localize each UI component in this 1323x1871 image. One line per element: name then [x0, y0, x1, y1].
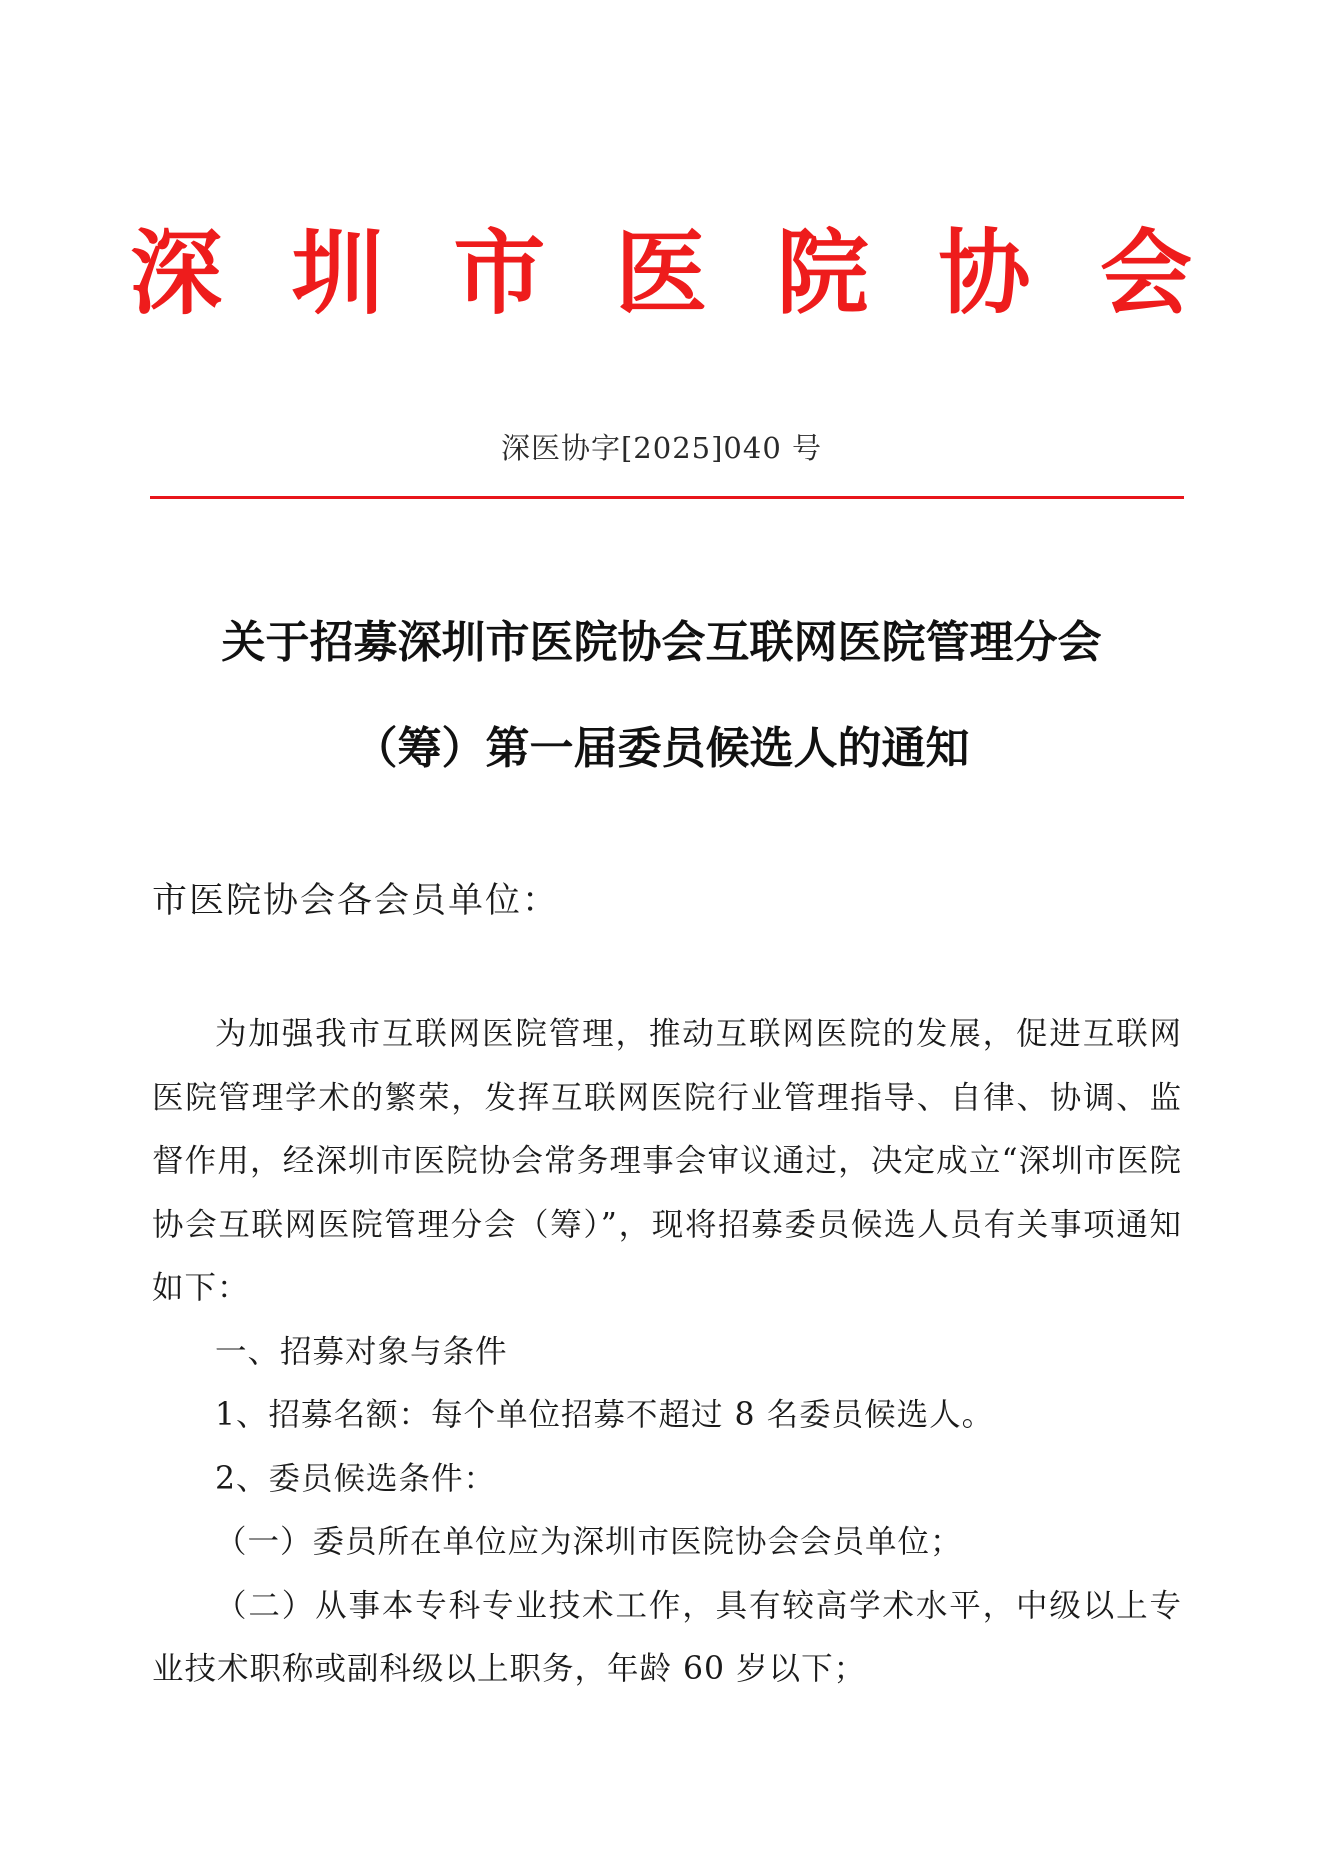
notice-title-line-1: 关于招募深圳市医院协会互联网医院管理分会	[221, 617, 1102, 668]
candidate-conditions-item: 2、委员候选条件：	[215, 1460, 497, 1497]
salutation: 市医院协会各会员单位：	[152, 881, 560, 921]
section-heading-recruitment: 一、招募对象与条件	[215, 1333, 508, 1370]
recruitment-quota-item: 1、招募名额：每个单位招募不超过 8 名委员候选人。	[215, 1397, 995, 1433]
letterhead-title: 深圳市医院协会	[130, 220, 1192, 327]
document-number: 深医协字[2025]040 号	[500, 431, 822, 465]
notice-title-line-2: （筹）第一届委员候选人的通知	[353, 723, 970, 774]
red-divider-line	[150, 496, 1184, 499]
condition-qualification: （二）从事本专科专业技术工作，具有较高学术水平，中级以上专业技术职称或副科级以上职务，年龄 60 岁以下；	[152, 1587, 1182, 1687]
intro-paragraph: 为加强我市互联网医院管理，推动互联网医院的发展，促进互联网医院管理学术的繁荣，发挥互联网医院行业管理指导、自律、协调、监督作用，经深圳市医院协会常务理事会审议通过，决定成立“深圳市医院协会互联网医院管理分会（筹）”，现将招募委员候选人员有关事项通知如下：	[152, 1016, 1182, 1306]
notice-body	[152, 1003, 1182, 1702]
condition-member-unit: （一）委员所在单位应为深圳市医院协会会员单位；	[215, 1524, 963, 1560]
